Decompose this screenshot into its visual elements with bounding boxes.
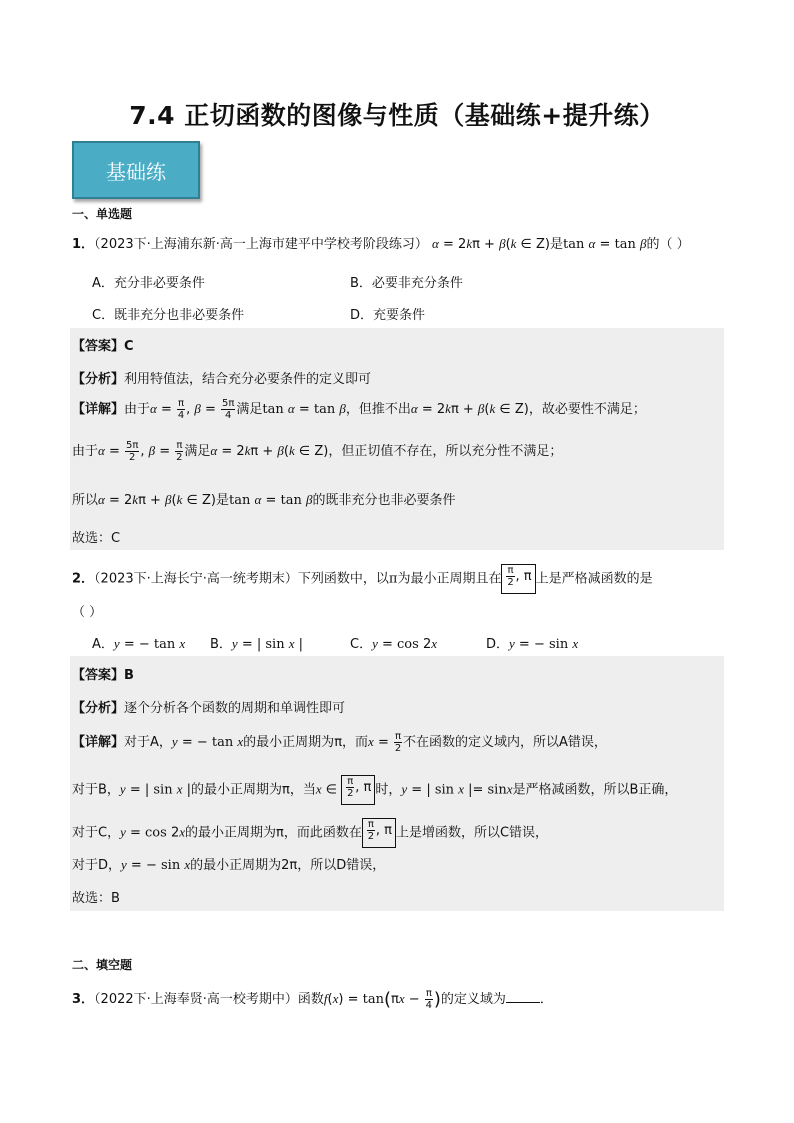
detail-line-3: 所以α = 2kπ + β(k ∈ Z)是tan α = tan β的既非充分也非必要条件 xyxy=(72,492,456,508)
analysis-line: 【分析】逐个分析各个函数的周期和单调性即可 xyxy=(72,701,346,716)
question-2-paren: （ ） xyxy=(72,605,103,620)
detail-line-4: 对于D，y = − sin x的最小正周期为2π，所以D错误， xyxy=(72,857,386,873)
choose-line: 故选：C xyxy=(72,531,121,546)
option-a[interactable]: A．充分非必要条件 xyxy=(92,276,205,291)
answer-box-q1 xyxy=(70,328,724,550)
option-c[interactable]: C．y = cos 2x xyxy=(350,636,437,652)
section-heading-single-choice: 一、单选题 xyxy=(72,207,133,221)
option-a[interactable]: A．y = − tan x xyxy=(92,636,186,652)
detail-line-2: 由于α = $\frac{5\pi}{2}$ , β = $\frac{\pi}{2}$ 满足α = 2kπ + β(k ∈ Z)，但正切值不存在，所以充分性不满足； xyxy=(72,440,563,463)
detail-line-1: 【详解】对于A，y = − tan x的最小正周期为π，而x = $\frac{\pi}{2}$ 不在函数的定义域内，所以A错误， xyxy=(72,731,607,754)
question-3-stem: 3．（2022下·上海奉贤·高一校考期中）函数f(x) = tan(πx − $\frac{\pi}{4}$ )的定义域为 ． xyxy=(72,988,553,1011)
question-number: 1． xyxy=(72,237,95,252)
option-d[interactable]: D．充要条件 xyxy=(350,308,426,323)
detail-line-3: 对于C，y = cos 2x的最小正周期为π，而此函数在 $\frac{\pi}{2}$ , π 上是增函数，所以C错误， xyxy=(72,818,548,848)
answer-line: 【答案】C xyxy=(72,339,134,354)
detail-line-2: 对于B，y = | sin x |的最小正周期为π，当x ∈ $\frac{\pi}{2}$ , π 时，y = | sin x |= sinx是严格减函数，所以B正确， xyxy=(72,775,677,805)
answer-line: 【答案】B xyxy=(72,668,134,683)
question-source: （2023下·上海浦东新·高一上海市建平中学校考阶段练习） xyxy=(94,237,428,252)
question-2-stem: 2．（2023下·上海长宁·高一统考期末）下列函数中，以π为最小正周期且在 $\frac{\pi}{2}$ , π 上是严格减函数的是 xyxy=(72,564,653,594)
choose-line: 故选：B xyxy=(72,891,120,906)
section-badge: 基础练 xyxy=(72,141,200,199)
option-d[interactable]: D．y = − sin x xyxy=(486,636,579,652)
question-1-stem: 1．（2023下·上海浦东新·高一上海市建平中学校考阶段练习） α = 2kπ + β(k ∈ Z)是tan α = tan β的（ ） xyxy=(72,236,690,252)
analysis-line: 【分析】利用特值法，结合充分必要条件的定义即可 xyxy=(72,372,372,387)
option-b[interactable]: B．y = | sin x | xyxy=(210,636,304,652)
option-c[interactable]: C．既非充分也非必要条件 xyxy=(92,308,245,323)
option-b[interactable]: B．必要非充分条件 xyxy=(350,276,463,291)
section-heading-fill-in: 二、填空题 xyxy=(72,958,133,972)
detail-line-1: 【详解】由于α = $\frac{\pi}{4}$ , β = $\frac{5\pi}{4}$ 满足tan α = tan β，但推不出α = 2kπ + β(k ∈ Z)，故必要性不满足； xyxy=(72,398,646,421)
page-title: 7.4 正切函数的图像与性质（基础练+提升练） xyxy=(129,101,665,130)
answer-blank[interactable] xyxy=(506,990,540,1003)
